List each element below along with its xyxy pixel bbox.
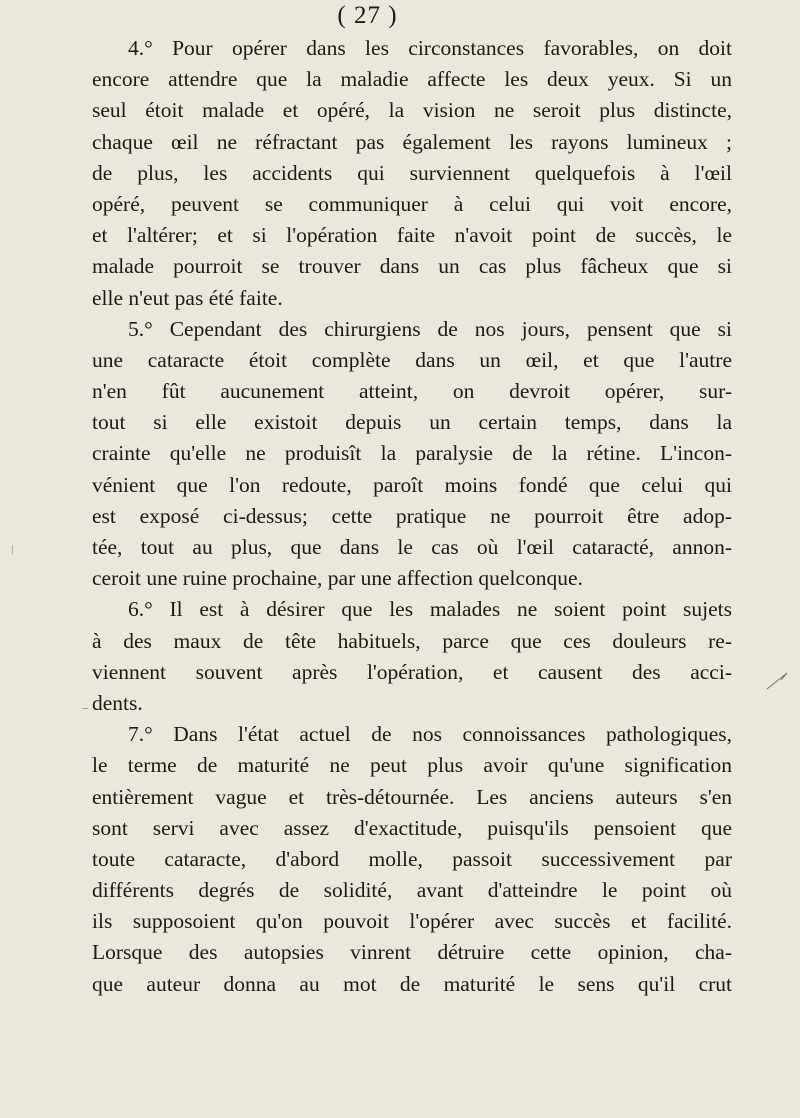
- text-line: 7.° Dans l'état actuel de nos connoissances pathologiques,: [128, 722, 732, 747]
- text-line: elle n'eut pas été faite.: [92, 285, 283, 310]
- text-line: Lorsque des autopsies vinrent détruire cette opinion, cha-: [92, 940, 732, 965]
- margin-dash: [82, 708, 88, 709]
- body-text: [92, 33, 732, 1000]
- text-line: seul étoit malade et opéré, la vision ne seroit plus distincte,: [92, 98, 732, 123]
- text-line: le terme de maturité ne peut plus avoir qu'une signification: [92, 753, 732, 778]
- text-line: une cataracte étoit complète dans un œil, et que l'autre: [92, 347, 732, 372]
- text-line: n'en fût aucunement atteint, on devroit opérer, sur-: [92, 379, 732, 404]
- text-line: 6.° Il est à désirer que les malades ne soient point sujets: [128, 597, 732, 622]
- text-line: crainte qu'elle ne produisît la paralysie de la rétine. L'incon-: [92, 441, 732, 466]
- margin-mark: [12, 545, 13, 554]
- text-line: tout si elle existoit depuis un certain temps, dans la: [92, 410, 732, 435]
- text-line: de plus, les accidents qui surviennent quelquefois à l'œil: [92, 160, 732, 185]
- text-line: ils supposoient qu'on pouvoit l'opérer avec succès et facilité.: [92, 909, 732, 934]
- text-line: entièrement vague et très-détournée. Les anciens auteurs s'en: [92, 784, 732, 809]
- text-line: et l'altérer; et si l'opération faite n'avoit point de succès, le: [92, 223, 732, 248]
- text-line: viennent souvent après l'opération, et causent des acci-: [92, 659, 732, 684]
- text-line: à des maux de tête habituels, parce que ces douleurs re-: [92, 628, 732, 653]
- text-line: 5.° Cependant des chirurgiens de nos jours, pensent que si: [128, 316, 732, 341]
- text-line: que auteur donna au mot de maturité le sens qu'il crut: [92, 971, 732, 996]
- text-line: malade pourroit se trouver dans un cas plus fâcheux que si: [92, 254, 732, 279]
- pencil-mark-icon: [766, 672, 788, 690]
- text-line: ceroit une ruine prochaine, par une affection quelconque.: [92, 566, 583, 591]
- text-line: chaque œil ne réfractant pas également les rayons lumineux ;: [92, 129, 732, 154]
- text-line: différents degrés de solidité, avant d'atteindre le point où: [92, 878, 732, 903]
- text-line: 4.° Pour opérer dans les circonstances favorables, on doit: [128, 36, 732, 60]
- text-line: vénient que l'on redoute, paroît moins fondé que celui qui: [92, 472, 732, 497]
- page-number: ( 27 ): [337, 2, 398, 29]
- text-line: opéré, peuvent se communiquer à celui qui voit encore,: [92, 191, 732, 216]
- text-line: tée, tout au plus, que dans le cas où l'œil cataracté, annon-: [92, 535, 732, 559]
- text-line: dents.: [92, 690, 143, 715]
- text-line: toute cataracte, d'abord molle, passoit successivement par: [92, 846, 732, 871]
- text-line: encore attendre que la maladie affecte les deux yeux. Si un: [92, 67, 732, 92]
- text-line: est exposé ci-dessus; cette pratique ne pourroit être adop-: [92, 503, 732, 528]
- text-line: sont servi avec assez d'exactitude, puisqu'ils pensoient que: [92, 815, 732, 840]
